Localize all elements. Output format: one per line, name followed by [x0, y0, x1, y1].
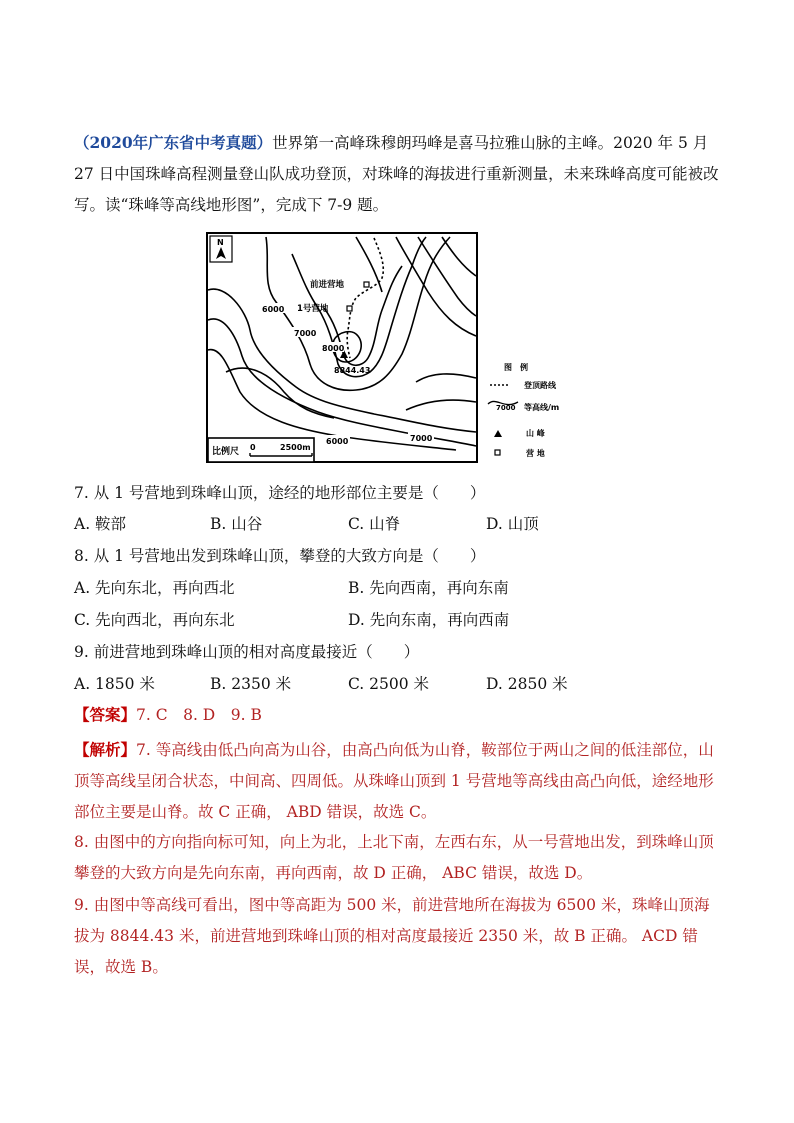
question-9-option-a: A. 1850 米 [74, 675, 155, 693]
question-8-option-b: B. 先向西南，再向东南 [348, 579, 509, 597]
intro-text: 世界第一高峰珠穆朗玛峰是喜马拉雅山脉的主峰。2020 年 5 月 27 日中国珠峰高程测量登山队成功登顶，对珠峰的海拔进行重新测量，未来珠峰高度可能被改写。读“珠峰等高线地形图”，完成下 7-9 题。 [74, 134, 719, 214]
camp-1-label: 1号营地 [297, 304, 329, 314]
analysis-paragraph-9: 9. 由图中等高线可看出，图中等高距为 500 米，前进营地所在海拔为 6500 米，珠峰山顶海拔为 8844.43 米，前进营地到珠峰山顶的相对高度最接近 2350 米，故 B 正确。 ACD 错误，故选 B。 [74, 896, 710, 976]
camp-1-marker-icon [347, 306, 352, 311]
peak-height-label: 8844.43 [334, 366, 371, 375]
question-7-option-a: A. 鞍部 [74, 515, 127, 533]
legend-route-label: 登顶路线 [524, 381, 556, 390]
contour-label-6000-bottom: 6000 [326, 437, 349, 446]
legend-camp-label: 营 地 [526, 449, 545, 458]
legend-peak-icon [494, 430, 502, 437]
analysis-text-7: 7. 等高线由低凸向高为山谷，由高凸向低为山脊，鞍部位于两山之间的低洼部位，山顶等高线呈闭合状态，中间高、四周低。从珠峰山顶到 1 号营地等高线由高凸向低，途经地形部位主要是山脊。故 C 正确， ABD 错误，故选 C。 [74, 741, 714, 821]
question-9-stem: 9. 前进营地到珠峰山顶的相对高度最接近（ ） [74, 643, 420, 661]
question-8-option-d: D. 先向东南，再向西南 [348, 611, 510, 629]
contour-label-8000: 8000 [322, 344, 345, 353]
contour-map [206, 232, 578, 464]
question-7-stem: 7. 从 1 号营地到珠峰山顶，途经的地形部位主要是（ ） [74, 484, 486, 502]
contour-map-figure [206, 232, 578, 464]
north-label: N [217, 238, 224, 247]
question-7-option-c: C. 山脊 [348, 515, 401, 533]
legend-contour-value: 7000 [496, 404, 516, 412]
scale-zero-label: 0 [250, 443, 256, 452]
legend [488, 362, 559, 458]
legend-title: 图 例 [504, 363, 528, 372]
legend-contour-label: 等高线/m [524, 403, 560, 412]
forward-camp-label: 前进营地 [310, 280, 345, 290]
question-7-option-b: B. 山谷 [210, 515, 263, 533]
question-8-option-a: A. 先向东北，再向西北 [74, 579, 235, 597]
legend-camp-icon [495, 450, 500, 455]
question-8-option-c: C. 先向西北，再向东北 [74, 611, 235, 629]
answer-line [74, 704, 262, 726]
answer-text: 7. C 8. D 9. B [136, 706, 262, 724]
question-9-option-d: D. 2850 米 [486, 675, 568, 693]
question-source: （2020年广东省中考真题） [74, 133, 273, 152]
question-8-stem: 8. 从 1 号营地出发到珠峰山顶，攀登的大致方向是（ ） [74, 547, 486, 565]
question-9-option-c: C. 2500 米 [348, 675, 430, 693]
analysis-paragraph-8: 8. 由图中的方向指向标可知，向上为北，上北下南，左西右东，从一号营地出发，到珠峰山顶攀登的大致方向是先向东南，再向西南，故 D 正确， ABC 错误，故选 D。 [74, 833, 714, 882]
legend-peak-label: 山 峰 [526, 429, 545, 438]
intro-paragraph [74, 127, 724, 221]
analysis-label: 【解析】 [74, 740, 137, 759]
scale-label: 比例尺 [212, 447, 240, 457]
contour-label-7000-bottom: 7000 [410, 434, 433, 443]
contour-label-6000-left: 6000 [262, 305, 285, 314]
scale-value-label: 2500m [280, 443, 311, 452]
question-9-option-b: B. 2350 米 [210, 675, 292, 693]
contour-label-7000: 7000 [294, 329, 317, 338]
answer-label: 【答案】 [74, 705, 137, 724]
forward-camp-marker-icon [364, 282, 369, 287]
question-7-option-d: D. 山顶 [486, 515, 539, 533]
analysis-paragraph-7 [74, 734, 724, 828]
